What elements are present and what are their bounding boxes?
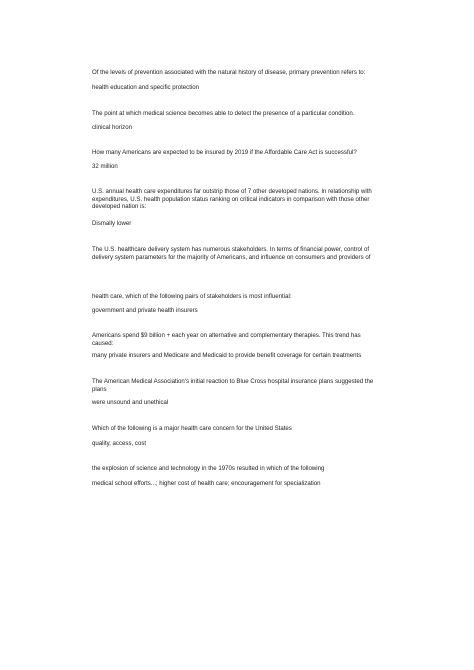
question-5-part-2: health care, which of the following pairs of stakeholders is most influential: xyxy=(92,293,292,300)
question-5-part-1: The U.S. healthcare delivery system has numerous stakeholders. In terms of financial power, control of delivery system parameters for the majority of Americans, and influence on consumers and providers of xyxy=(92,246,371,261)
answer-2: clinical horizon xyxy=(92,124,132,131)
answer-9: medical school efforts...; higher cost of health care; encouragement for specialization xyxy=(92,480,321,487)
answer-1: health education and specific protection xyxy=(92,84,200,91)
question-8: Which of the following is a major health care concern for the United States xyxy=(92,425,292,432)
question-1: Of the levels of prevention associated with the natural history of disease, primary prevention refers to: xyxy=(92,69,366,76)
question-3: How many Americans are expected to be insured by 2019 if the Affordable Care Act is successful? xyxy=(92,149,357,156)
answer-5: government and private health insurers xyxy=(92,307,198,314)
question-6: Americans spend $9 billion + each year on alternative and complementary therapies. This trend has caused: xyxy=(92,332,361,347)
answer-3: 32 million xyxy=(92,163,118,170)
answer-7: were unsound and unethical xyxy=(92,399,169,406)
answer-6: many private insurers and Medicare and Medicaid to provide benefit coverage for certain treatments xyxy=(92,352,362,359)
question-4: U.S. annual health care expenditures far outstrip those of 7 other developed nations. In relationship with expenditures, U.S. health population status ranking on critical indicators in comparison with those other developed nation is: xyxy=(92,188,372,211)
question-7: The American Medical Association's initial reaction to Blue Cross hospital insurance plans suggested the plans xyxy=(92,378,374,393)
question-2: The point at which medical science becomes able to detect the presence of a particular condition. xyxy=(92,110,355,117)
answer-4: Dismally lower xyxy=(92,220,132,227)
answer-8: quality, access, cost xyxy=(92,440,147,447)
question-9: the explosion of science and technology in the 1970s resulted in which of the following xyxy=(92,465,325,472)
